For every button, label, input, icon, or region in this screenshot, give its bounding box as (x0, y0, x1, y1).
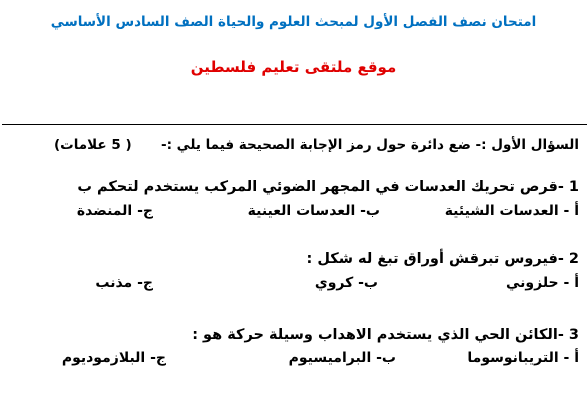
question-2-option-b[interactable]: ب- كروي (314, 275, 378, 291)
site-title: موقع ملتقى تعليم فلسطين (190, 58, 397, 76)
question-2-option-a[interactable]: أ - حلزوني (506, 275, 579, 291)
question-1-option-b[interactable]: ب- العدسات العينية (247, 203, 380, 219)
question-2-option-c[interactable]: ج- مذنب (95, 275, 153, 291)
question-1-option-c[interactable]: ج- المنضدة (76, 203, 153, 219)
question-section-title: السؤال الأول :- ضع دائرة حول رمز الإجابة الصحيحة فيما يلي :- (160, 137, 579, 153)
question-1-stem: 1 -قرص تحريك العدسات في المجهر الضوئي المركب يستخدم لتحكم ب (77, 179, 579, 195)
question-3-option-c[interactable]: ج- البلازموديوم (61, 350, 166, 366)
question-2-stem: 2 -فيروس تبرقش أوراق تبغ له شكل : (306, 251, 579, 267)
question-3-stem: 3 -الكائن الحي الذي يستخدم الاهداب وسيلة حركة هو : (192, 327, 579, 343)
section-marks: ( 5 علامات) (54, 137, 132, 153)
question-3-option-b[interactable]: ب- البراميسيوم (288, 350, 396, 366)
question-1-option-a[interactable]: أ - العدسات الشيئية (444, 203, 579, 219)
header-divider (2, 124, 587, 125)
exam-title: امتحان نصف الفصل الأول لمبحث العلوم والحياة الصف السادس الأساسي (50, 14, 537, 30)
question-3-option-a[interactable]: أ - التريبانوسوما (467, 350, 579, 366)
